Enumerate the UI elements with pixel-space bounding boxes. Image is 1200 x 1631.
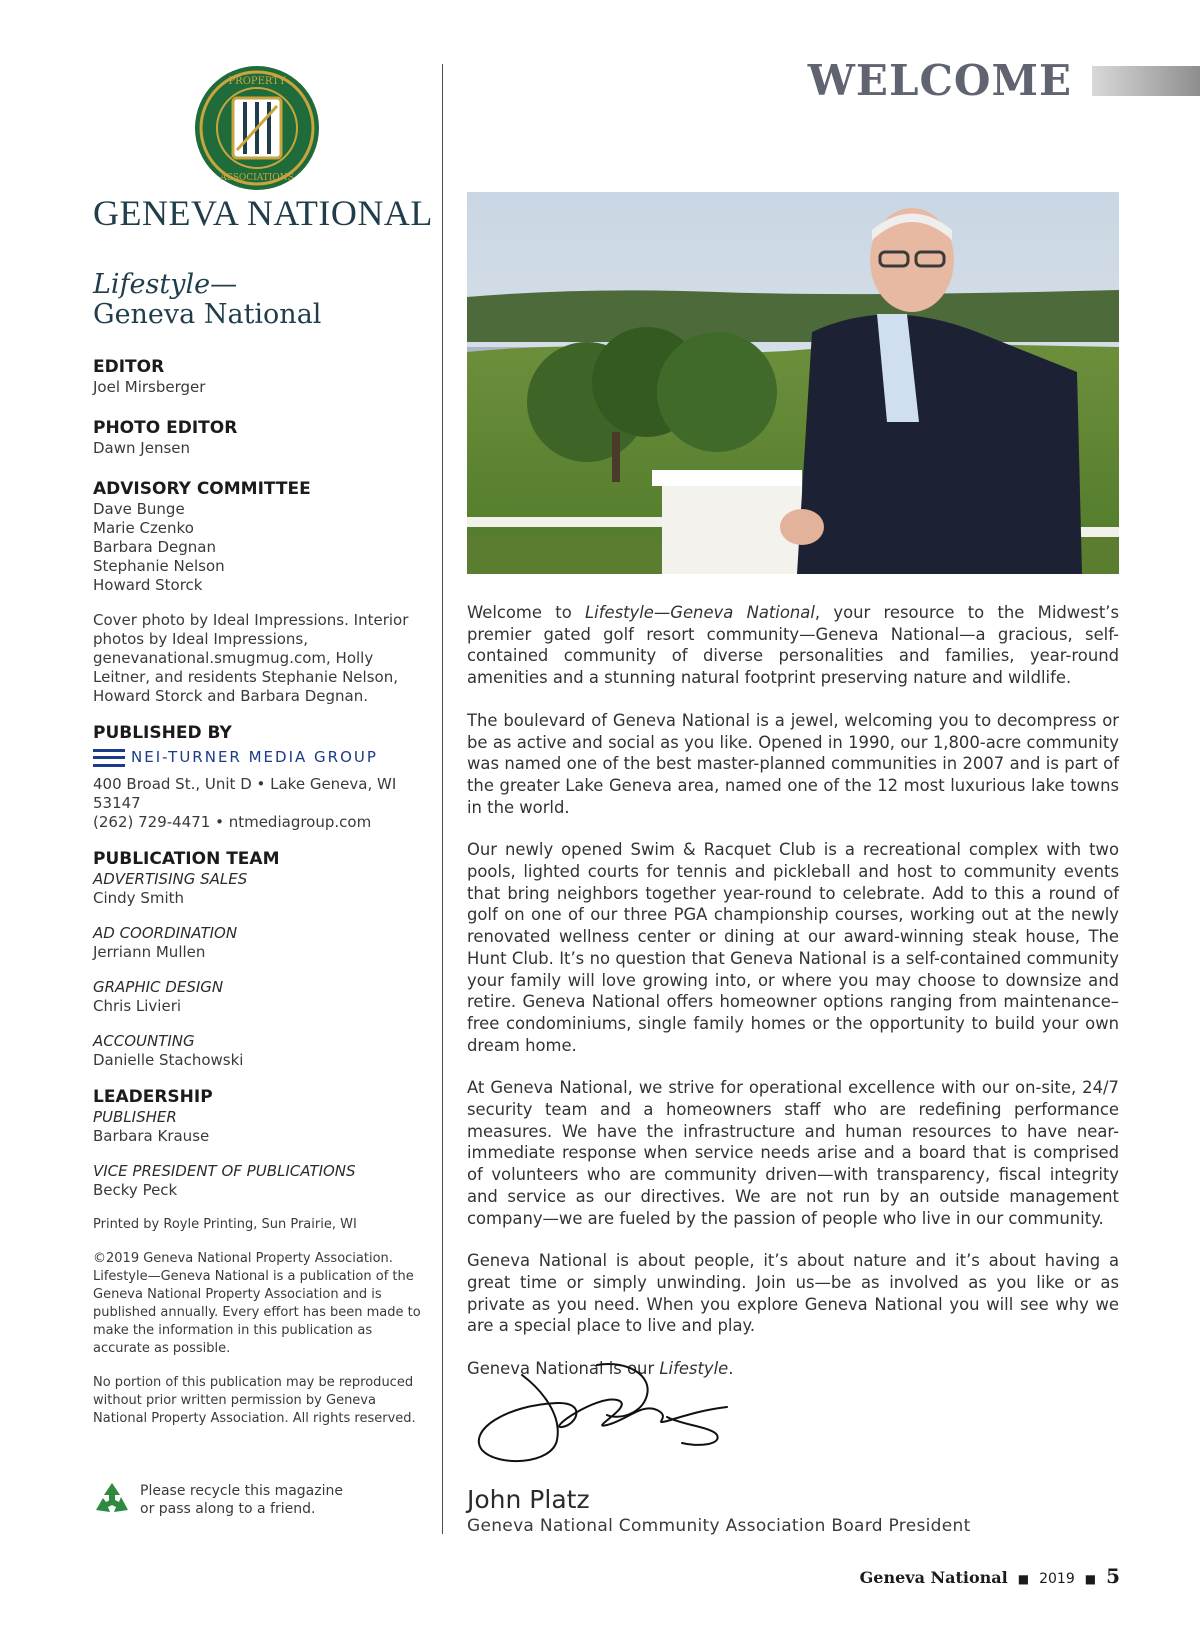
article-paragraph-3: Our newly opened Swim & Racquet Club is a recreational complex with two pools, lighted courts for tennis and pickleball and host to community events that bring neighbors together year-round to celebrate. Add to this a round of golf on one of our three PGA championship courses, working out at the newly renovated wellness center or dining at our award-winning steak house, The Hunt Club. It’s no question that Geneva National is a self-contained community your family will love growing into, or where you may choose to downsize and retire. Geneva National offers homeowner options ranging from maintenance–free condominiums, single family homes or the opportunity to build your own dream home. <box>467 840 1119 1055</box>
publisher-address: 400 Broad St., Unit D • Lake Geneva, WI 53147 <box>93 775 397 812</box>
page-title: WELCOME <box>807 56 1072 105</box>
article-paragraph-1: Welcome to Lifestyle—Geneva National, your resource to the Midwest’s premier gated golf resort community—Geneva National—a gracious, self-contained community of diverse personalities and families, year-round amenities and a stunning natural footprint preserving nature and wildlife. <box>467 603 1119 688</box>
role-title: ACCOUNTING <box>93 1032 195 1050</box>
role-title: PUBLISHER <box>93 1108 177 1126</box>
seal-bottom-text: ASSOCIATIONS <box>220 173 294 183</box>
recycle-note <box>93 1480 423 1530</box>
magazine-title-line1: Lifestyle— <box>93 269 238 300</box>
role-title: AD COORDINATION <box>93 924 238 942</box>
advisory-member: Barbara Degnan <box>93 538 216 556</box>
recycle-icon <box>93 1480 131 1518</box>
publisher-logo-text: NEI-TURNER MEDIA GROUP <box>131 748 378 766</box>
advisory-committee-block <box>93 478 423 595</box>
role-title: GRAPHIC DESIGN <box>93 978 224 996</box>
leadership-block <box>93 1086 423 1200</box>
article-paragraph-2: The boulevard of Geneva National is a jewel, welcoming you to decompress or be as active and social as you like. Opened in 1990, our 1,800-acre community was named one of the best master-planned communities in 2007 and is part of the greater Lake Geneva area, named one of the 12 most luxurious lake towns in the world. <box>467 710 1119 817</box>
signer-title: Geneva National Community Association Board President <box>467 1516 971 1536</box>
folio-separator-icon: ■ <box>1084 1572 1097 1586</box>
editor-heading: EDITOR <box>93 357 165 377</box>
geneva-national-logo <box>93 64 433 234</box>
photo-editor-block <box>93 417 423 458</box>
editor-name: Joel Mirsberger <box>93 378 206 396</box>
publication-team-heading: PUBLICATION TEAM <box>93 849 280 869</box>
logo-wordmark: GENEVA NATIONAL <box>93 193 433 233</box>
signer-block <box>467 1485 971 1537</box>
printer-credit: Printed by Royle Printing, Sun Prairie, WI <box>93 1217 357 1232</box>
team-role <box>93 924 423 962</box>
role-name: Chris Livieri <box>93 997 182 1015</box>
article-paragraph-6: Geneva National is our Lifestyle. <box>467 1359 734 1379</box>
team-role <box>93 1032 423 1070</box>
advisory-member: Marie Czenko <box>93 519 194 537</box>
page-number: 5 <box>1106 1564 1120 1588</box>
publication-team-block <box>93 848 423 1070</box>
handwritten-signature <box>467 1355 747 1475</box>
advisory-member: Stephanie Nelson <box>93 557 225 575</box>
advisory-member: Howard Storck <box>93 576 203 594</box>
article-paragraph-5: Geneva National is about people, it’s about nature and it’s about having a great time or simply unwinding. Join us—be as involved as you like or as private as you need. When you explore Geneva National you will see why we are a special place to live and play. <box>467 1251 1119 1336</box>
folio-magazine: Geneva National <box>859 1568 1008 1587</box>
column-divider <box>442 64 443 1534</box>
role-name: Jerriann Mullen <box>93 943 206 961</box>
welcome-article <box>467 602 1119 1401</box>
role-name: Danielle Stachowski <box>93 1051 244 1069</box>
advisory-heading: ADVISORY COMMITTEE <box>93 479 311 499</box>
team-role <box>93 870 423 908</box>
folio-separator-icon: ■ <box>1017 1572 1030 1586</box>
photo-editor-name: Dawn Jensen <box>93 439 190 457</box>
lifestyle-inline: Lifestyle <box>659 1359 729 1379</box>
signer-name: John Platz <box>467 1485 590 1514</box>
rights-notice: No portion of this publication may be reproduced without prior written permission by Geneva National Property Association. All rights reserved. <box>93 1375 416 1426</box>
role-title: ADVERTISING SALES <box>93 870 248 888</box>
team-role <box>93 978 423 1016</box>
role-name: Becky Peck <box>93 1181 178 1199</box>
role-name: Barbara Krause <box>93 1127 210 1145</box>
leadership-role <box>93 1108 423 1146</box>
advisory-member: Dave Bunge <box>93 500 185 518</box>
page-folio <box>860 1564 1120 1588</box>
magazine-title-inline: Lifestyle—Geneva National <box>585 603 815 622</box>
nei-turner-logo <box>93 748 423 767</box>
portrait-photo <box>467 192 1119 574</box>
magazine-title <box>93 270 321 330</box>
photo-credits: Cover photo by Ideal Impressions. Interior photos by Ideal Impressions, genevanational.smugmug.com, Holly Leitner, and residents Stephanie Nelson, Howard Storck and Barbara Degnan. <box>93 611 409 705</box>
leadership-role <box>93 1162 423 1200</box>
role-name: Cindy Smith <box>93 889 185 907</box>
published-by-heading: PUBLISHED BY <box>93 723 232 743</box>
magazine-title-line2: Geneva National <box>93 299 322 330</box>
property-association-seal-icon <box>193 64 321 192</box>
published-by-block <box>93 722 423 832</box>
editor-block <box>93 356 423 397</box>
publisher-contact: (262) 729-4471 • ntmediagroup.com <box>93 813 372 831</box>
seal-top-text: PROPERTY <box>228 76 286 87</box>
photo-editor-heading: PHOTO EDITOR <box>93 418 238 438</box>
recycle-text <box>140 1482 343 1518</box>
recycle-line-2: or pass along to a friend. <box>140 1501 316 1517</box>
leadership-heading: LEADERSHIP <box>93 1087 213 1107</box>
recycle-line-1: Please recycle this magazine <box>140 1483 343 1499</box>
nei-turner-bars-icon <box>93 749 125 767</box>
title-gradient-bar <box>1092 66 1200 96</box>
folio-year: 2019 <box>1039 1571 1075 1587</box>
masthead-credits <box>93 356 423 1428</box>
article-paragraph-4: At Geneva National, we strive for operational excellence with our on-site, 24/7 security team and a homeowners staff who are redefining performance measures. We have the infrastructure and human resources to have near-immediate response when service needs arise and a board that is comprised of volunteers who are community driven—with transparency, fiscal integrity and service as our directives. We are not run by an outside management company—we are fueled by the passion of people who live in our community. <box>467 1078 1119 1228</box>
role-title: VICE PRESIDENT OF PUBLICATIONS <box>93 1162 356 1180</box>
copyright-notice: ©2019 Geneva National Property Association. Lifestyle—Geneva National is a publication of the Geneva National Property Association and is published annually. Every effort has been made to make the information in this publication as accurate as possible. <box>93 1251 421 1356</box>
